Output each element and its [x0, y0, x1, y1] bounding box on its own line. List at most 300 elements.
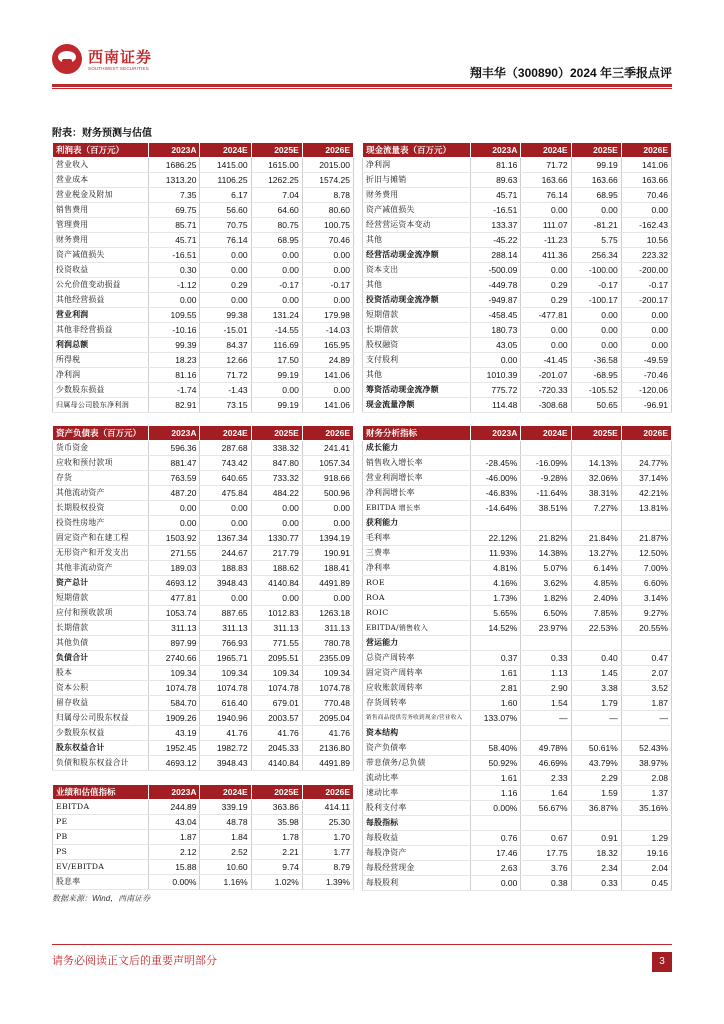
row-label: 应收账款周转率 — [363, 681, 471, 696]
table-row — [363, 353, 672, 368]
value-cell: 0.00% — [471, 801, 521, 816]
value-cell: 8.78 — [302, 188, 353, 203]
year-header-cell: 2026E — [302, 143, 353, 158]
value-cell: 23.97% — [521, 621, 571, 636]
value-cell: 1074.78 — [149, 681, 200, 696]
value-cell: 287.68 — [200, 441, 251, 456]
row-label: 折旧与摊销 — [363, 173, 471, 188]
table-row — [53, 441, 354, 456]
value-cell: 1330.77 — [251, 531, 302, 546]
value-cell: 0.00 — [200, 591, 251, 606]
row-label: EV/EBITDA — [53, 860, 149, 875]
table-row — [53, 860, 354, 875]
year-header-cell: 2025E — [251, 426, 302, 441]
value-cell: — — [571, 711, 621, 726]
value-cell: 100.75 — [302, 218, 353, 233]
value-cell: 4140.84 — [251, 576, 302, 591]
value-cell: -41.45 — [521, 353, 571, 368]
table-row — [53, 263, 354, 278]
value-cell: 1367.34 — [200, 531, 251, 546]
value-cell: 1.78 — [251, 830, 302, 845]
row-label: 其他 — [363, 368, 471, 383]
value-cell: 244.67 — [200, 546, 251, 561]
row-label: 资产减值损失 — [363, 203, 471, 218]
value-cell: 45.71 — [471, 188, 521, 203]
row-label: 筹资活动现金流净额 — [363, 383, 471, 398]
table-row — [363, 756, 672, 771]
value-cell: -449.78 — [471, 278, 521, 293]
value-cell: 37.14% — [621, 471, 671, 486]
table-row — [53, 233, 354, 248]
table-row — [53, 338, 354, 353]
value-cell: -46.00% — [471, 471, 521, 486]
value-cell — [521, 516, 571, 531]
value-cell: 43.04 — [149, 815, 200, 830]
value-cell: 99.19 — [571, 158, 621, 173]
row-label: 资本支出 — [363, 263, 471, 278]
value-cell: 4491.89 — [302, 756, 353, 771]
value-cell: 14.13% — [571, 456, 621, 471]
value-cell: 477.81 — [149, 591, 200, 606]
table-title-cell: 业绩和估值指标 — [53, 785, 149, 800]
value-cell: 0.00% — [149, 875, 200, 890]
value-cell: 0.00 — [521, 263, 571, 278]
year-header-cell: 2023A — [149, 143, 200, 158]
value-cell: 0.00 — [621, 308, 671, 323]
row-label: ROE — [363, 576, 471, 591]
value-cell: 5.65% — [471, 606, 521, 621]
table-row — [363, 711, 672, 726]
table-row — [363, 308, 672, 323]
value-cell: 10.60 — [200, 860, 251, 875]
value-cell: 0.29 — [521, 278, 571, 293]
value-cell: -105.52 — [571, 383, 621, 398]
row-label: 其他非流动资产 — [53, 561, 149, 576]
value-cell: 897.99 — [149, 636, 200, 651]
row-label: 其他 — [363, 233, 471, 248]
value-cell: 0.29 — [521, 293, 571, 308]
value-cell: 141.06 — [302, 398, 353, 413]
value-cell: -1.43 — [200, 383, 251, 398]
row-label: 获利能力 — [363, 516, 471, 531]
table-row — [363, 248, 672, 263]
row-label: 三费率 — [363, 546, 471, 561]
table-row — [53, 606, 354, 621]
year-header-cell: 2024E — [521, 143, 571, 158]
value-cell: -16.51 — [471, 203, 521, 218]
value-cell — [621, 441, 671, 456]
row-label: 长期股权投资 — [53, 501, 149, 516]
row-label: 资产总计 — [53, 576, 149, 591]
value-cell: 99.39 — [149, 338, 200, 353]
table-row — [363, 621, 672, 636]
value-cell: 73.15 — [200, 398, 251, 413]
value-cell: 56.60 — [200, 203, 251, 218]
value-cell: 0.33 — [521, 651, 571, 666]
row-label: 投资收益 — [53, 263, 149, 278]
table-row — [363, 636, 672, 651]
value-cell: 0.00 — [521, 338, 571, 353]
row-label: 成长能力 — [363, 441, 471, 456]
value-cell: 2740.66 — [149, 651, 200, 666]
table-row — [53, 158, 354, 173]
table-row — [53, 651, 354, 666]
value-cell: 114.48 — [471, 398, 521, 413]
value-cell: 0.00 — [302, 501, 353, 516]
value-cell: 0.38 — [521, 876, 571, 891]
value-cell: 339.19 — [200, 800, 251, 815]
value-cell: 0.30 — [149, 263, 200, 278]
row-label: 其他非经营损益 — [53, 323, 149, 338]
row-label: 速动比率 — [363, 786, 471, 801]
year-header-cell: 2023A — [471, 143, 521, 158]
value-cell: 109.34 — [302, 666, 353, 681]
value-cell: 338.32 — [251, 441, 302, 456]
row-label: 总资产周转率 — [363, 651, 471, 666]
footer-divider — [52, 944, 672, 945]
row-label: 投资活动现金流净额 — [363, 293, 471, 308]
value-cell: -9.28% — [521, 471, 571, 486]
value-cell: 32.06% — [571, 471, 621, 486]
value-cell: -200.17 — [621, 293, 671, 308]
value-cell: 2136.80 — [302, 741, 353, 756]
value-cell: 0.00 — [251, 591, 302, 606]
value-cell: 1940.96 — [200, 711, 251, 726]
value-cell: 133.07% — [471, 711, 521, 726]
value-cell: 56.67% — [521, 801, 571, 816]
value-cell: -0.17 — [571, 278, 621, 293]
value-cell: 89.63 — [471, 173, 521, 188]
value-cell: 0.00 — [149, 516, 200, 531]
value-cell: -477.81 — [521, 308, 571, 323]
value-cell: 109.34 — [200, 666, 251, 681]
value-cell: -120.06 — [621, 383, 671, 398]
row-label: 财务费用 — [53, 233, 149, 248]
value-cell: 1263.18 — [302, 606, 353, 621]
sun-logo-icon — [52, 44, 82, 74]
value-cell — [571, 441, 621, 456]
value-cell: 1.37 — [621, 786, 671, 801]
value-cell: 68.95 — [571, 188, 621, 203]
value-cell: 179.98 — [302, 308, 353, 323]
value-cell: 0.00 — [251, 293, 302, 308]
table-row — [363, 666, 672, 681]
value-cell: 775.72 — [471, 383, 521, 398]
value-cell: 6.50% — [521, 606, 571, 621]
value-cell: 14.38% — [521, 546, 571, 561]
value-cell: -14.55 — [251, 323, 302, 338]
value-cell: 733.32 — [251, 471, 302, 486]
value-cell: 24.77% — [621, 456, 671, 471]
value-cell: 43.19 — [149, 726, 200, 741]
value-cell: 6.60% — [621, 576, 671, 591]
table-row — [363, 741, 672, 756]
value-cell: 2.08 — [621, 771, 671, 786]
table-row — [363, 188, 672, 203]
value-cell: 484.22 — [251, 486, 302, 501]
value-cell: 9.74 — [251, 860, 302, 875]
table-row — [363, 398, 672, 413]
value-cell: 6.17 — [200, 188, 251, 203]
value-cell: 0.47 — [621, 651, 671, 666]
row-label: 归属母公司股东净利润 — [53, 398, 149, 413]
value-cell: 2.90 — [521, 681, 571, 696]
value-cell — [621, 636, 671, 651]
value-cell: 0.00 — [200, 293, 251, 308]
table-row — [53, 173, 354, 188]
value-cell: 0.00 — [302, 591, 353, 606]
value-cell: 1.61 — [471, 771, 521, 786]
table-row — [53, 353, 354, 368]
table-row — [53, 278, 354, 293]
value-cell: 180.73 — [471, 323, 521, 338]
value-cell: 19.16 — [621, 846, 671, 861]
value-cell: 1982.72 — [200, 741, 251, 756]
table-header-row — [53, 785, 354, 800]
row-label: 存货周转率 — [363, 696, 471, 711]
table-row — [53, 383, 354, 398]
row-label: PB — [53, 830, 149, 845]
value-cell: 165.95 — [302, 338, 353, 353]
value-cell: 36.87% — [571, 801, 621, 816]
value-cell: 2095.04 — [302, 711, 353, 726]
value-cell: 11.93% — [471, 546, 521, 561]
row-label: 销售收入增长率 — [363, 456, 471, 471]
row-label: 资产减值损失 — [53, 248, 149, 263]
value-cell: 0.00 — [302, 383, 353, 398]
value-cell: 5.07% — [521, 561, 571, 576]
table-row — [53, 800, 354, 815]
row-label: 少数股东权益 — [53, 726, 149, 741]
value-cell: 0.40 — [571, 651, 621, 666]
value-cell: 640.65 — [200, 471, 251, 486]
value-cell: -68.95 — [571, 368, 621, 383]
table-row — [53, 681, 354, 696]
value-cell: 0.76 — [471, 831, 521, 846]
row-label: 公允价值变动损益 — [53, 278, 149, 293]
table-row — [363, 218, 672, 233]
value-cell: 13.81% — [621, 501, 671, 516]
table-row — [53, 398, 354, 413]
value-cell: 847.80 — [251, 456, 302, 471]
row-label: 毛利率 — [363, 531, 471, 546]
value-cell: -14.64% — [471, 501, 521, 516]
value-cell: 2.07 — [621, 666, 671, 681]
value-cell: 918.66 — [302, 471, 353, 486]
value-cell: 0.00 — [149, 501, 200, 516]
value-cell: 4693.12 — [149, 576, 200, 591]
value-cell: 0.00 — [149, 293, 200, 308]
value-cell: 133.37 — [471, 218, 521, 233]
value-cell: 1.73% — [471, 591, 521, 606]
section-title: 附表：财务预测与估值 — [52, 128, 152, 139]
row-label: 营业收入 — [53, 158, 149, 173]
value-cell: 0.00 — [200, 248, 251, 263]
table-row — [363, 158, 672, 173]
value-cell: 41.76 — [200, 726, 251, 741]
value-cell: 109.34 — [251, 666, 302, 681]
value-cell: -1.74 — [149, 383, 200, 398]
value-cell: -14.03 — [302, 323, 353, 338]
value-cell: 1.64 — [521, 786, 571, 801]
value-cell: 7.35 — [149, 188, 200, 203]
value-cell: 1057.34 — [302, 456, 353, 471]
row-label: 股息率 — [53, 875, 149, 890]
value-cell: 0.00 — [200, 501, 251, 516]
value-cell: 1909.26 — [149, 711, 200, 726]
value-cell: -201.07 — [521, 368, 571, 383]
value-cell: 584.70 — [149, 696, 200, 711]
table-row — [363, 726, 672, 741]
value-cell: 24.89 — [302, 353, 353, 368]
table-row — [363, 278, 672, 293]
row-label: 财务费用 — [363, 188, 471, 203]
table-row — [363, 383, 672, 398]
value-cell: 1.70 — [302, 830, 353, 845]
year-header-cell: 2024E — [200, 785, 251, 800]
table-row — [53, 531, 354, 546]
value-cell: 141.06 — [621, 158, 671, 173]
value-cell: 82.91 — [149, 398, 200, 413]
value-cell: 46.69% — [521, 756, 571, 771]
value-cell: 9.27% — [621, 606, 671, 621]
row-label: 固定资产和在建工程 — [53, 531, 149, 546]
value-cell: 256.34 — [571, 248, 621, 263]
value-cell: 0.00 — [251, 383, 302, 398]
row-label: 负债合计 — [53, 651, 149, 666]
value-cell — [471, 441, 521, 456]
valuation-table — [52, 784, 354, 890]
data-source-note: 数据来源：Wind，西南证券 — [52, 894, 151, 903]
value-cell: 414.11 — [302, 800, 353, 815]
value-cell: 1415.00 — [200, 158, 251, 173]
table-row — [363, 531, 672, 546]
value-cell: 1.02% — [251, 875, 302, 890]
value-cell: 1.84 — [200, 830, 251, 845]
value-cell: 1.39% — [302, 875, 353, 890]
table-row — [363, 173, 672, 188]
table-row — [363, 831, 672, 846]
value-cell: -96.91 — [621, 398, 671, 413]
balance-sheet-table — [52, 425, 354, 771]
value-cell — [521, 816, 571, 831]
table-row — [363, 368, 672, 383]
year-header-cell: 2023A — [149, 785, 200, 800]
row-label: 每股指标 — [363, 816, 471, 831]
row-label: PS — [53, 845, 149, 860]
table-row — [363, 561, 672, 576]
value-cell: 1053.74 — [149, 606, 200, 621]
value-cell: 49.78% — [521, 741, 571, 756]
year-header-cell: 2025E — [251, 143, 302, 158]
year-header-cell: 2026E — [302, 785, 353, 800]
value-cell: 12.50% — [621, 546, 671, 561]
value-cell: 1.16 — [471, 786, 521, 801]
value-cell: 0.00 — [571, 338, 621, 353]
value-cell: -0.17 — [621, 278, 671, 293]
value-cell: 64.60 — [251, 203, 302, 218]
value-cell: 41.76 — [251, 726, 302, 741]
table-title-cell: 资产负债表（百万元） — [53, 426, 149, 441]
value-cell: -308.68 — [521, 398, 571, 413]
table-row — [363, 846, 672, 861]
table-row — [53, 368, 354, 383]
value-cell: 109.55 — [149, 308, 200, 323]
value-cell: 2355.09 — [302, 651, 353, 666]
value-cell: -10.16 — [149, 323, 200, 338]
table-row — [363, 486, 672, 501]
value-cell: 116.69 — [251, 338, 302, 353]
table-row — [53, 591, 354, 606]
year-header-cell: 2023A — [149, 426, 200, 441]
table-row — [53, 516, 354, 531]
value-cell: 780.78 — [302, 636, 353, 651]
row-label: 长期借款 — [363, 323, 471, 338]
value-cell: 3.62% — [521, 576, 571, 591]
value-cell: 131.24 — [251, 308, 302, 323]
value-cell: 616.40 — [200, 696, 251, 711]
value-cell: 18.32 — [571, 846, 621, 861]
value-cell: -0.17 — [302, 278, 353, 293]
value-cell: 4140.84 — [251, 756, 302, 771]
row-label: 股利支付率 — [363, 801, 471, 816]
brand-name-cn: 西南证券 — [88, 48, 153, 66]
value-cell — [471, 726, 521, 741]
table-row — [363, 323, 672, 338]
value-cell: 881.47 — [149, 456, 200, 471]
value-cell: 311.13 — [200, 621, 251, 636]
row-label: 销售商品提供劳务收到现金/营业收入 — [363, 711, 471, 726]
value-cell: 13.27% — [571, 546, 621, 561]
table-row — [53, 621, 354, 636]
table-row — [53, 486, 354, 501]
table-row — [53, 830, 354, 845]
value-cell: 7.85% — [571, 606, 621, 621]
value-cell: 50.61% — [571, 741, 621, 756]
value-cell: 10.56 — [621, 233, 671, 248]
value-cell: 2.12 — [149, 845, 200, 860]
value-cell: 1.61 — [471, 666, 521, 681]
value-cell: -1.12 — [149, 278, 200, 293]
value-cell: 0.00 — [251, 501, 302, 516]
value-cell: 45.71 — [149, 233, 200, 248]
value-cell: 76.14 — [200, 233, 251, 248]
row-label: 所得税 — [53, 353, 149, 368]
value-cell: 70.46 — [302, 233, 353, 248]
value-cell: 596.36 — [149, 441, 200, 456]
row-label: 支付股利 — [363, 353, 471, 368]
financial-analysis-table — [362, 425, 672, 891]
row-label: 留存收益 — [53, 696, 149, 711]
value-cell: 311.13 — [149, 621, 200, 636]
cashflow-table — [362, 142, 672, 413]
value-cell: 25.30 — [302, 815, 353, 830]
row-label: 短期借款 — [363, 308, 471, 323]
value-cell: 4.85% — [571, 576, 621, 591]
value-cell: 3.38 — [571, 681, 621, 696]
row-label: 股东权益合计 — [53, 741, 149, 756]
value-cell: 311.13 — [302, 621, 353, 636]
value-cell: -46.83% — [471, 486, 521, 501]
value-cell — [521, 441, 571, 456]
value-cell — [571, 636, 621, 651]
value-cell: -16.09% — [521, 456, 571, 471]
table-title-cell: 财务分析指标 — [363, 426, 471, 441]
table-row — [363, 263, 672, 278]
table-row — [363, 338, 672, 353]
table-row — [53, 696, 354, 711]
value-cell: 0.00 — [302, 263, 353, 278]
